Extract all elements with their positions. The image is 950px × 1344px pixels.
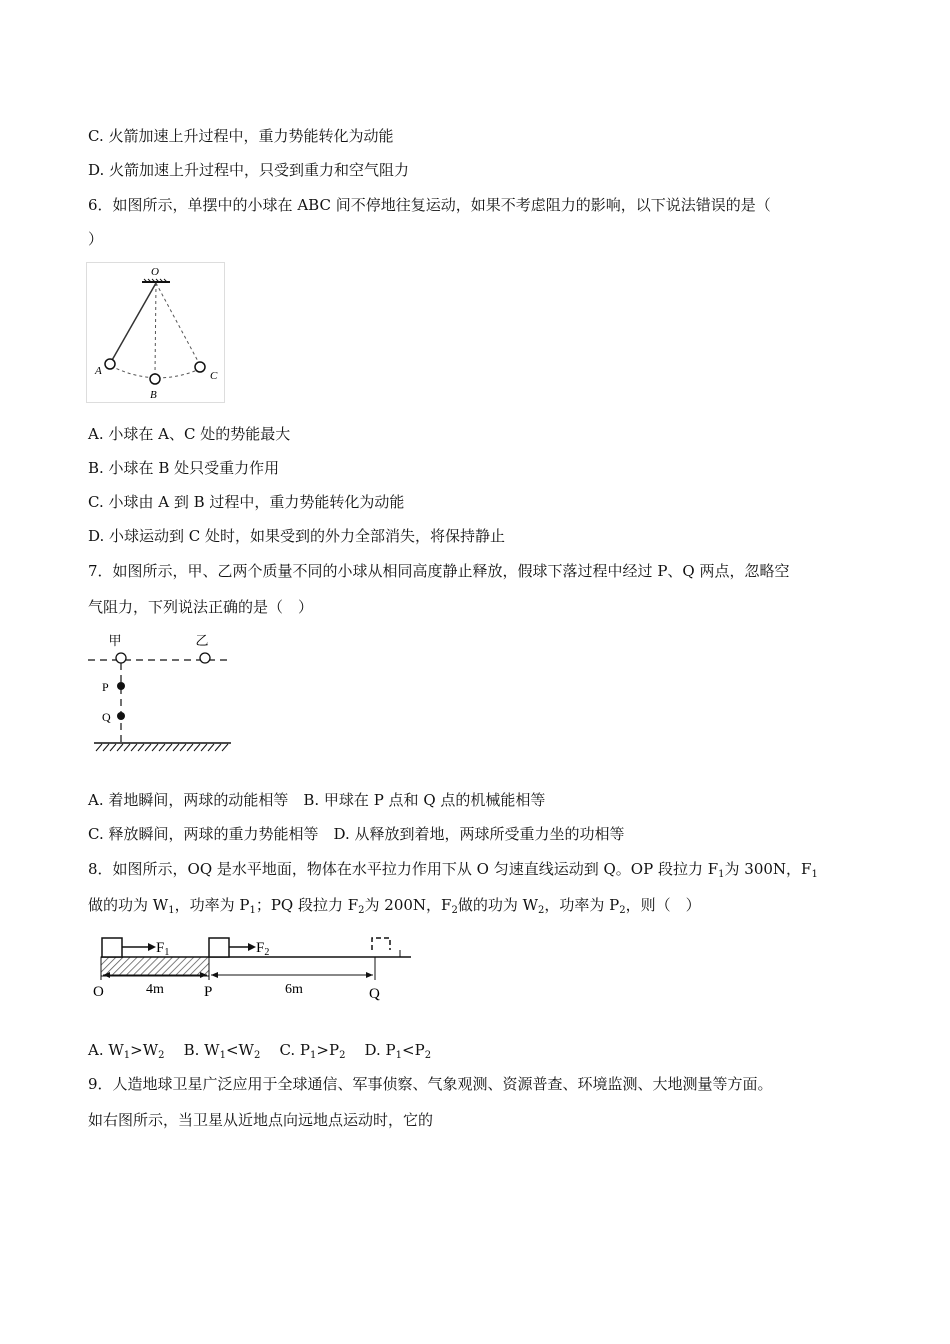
q8-option-a: A. $W_1>W_2$ [88,1041,165,1061]
ball-b [150,374,160,384]
q5-option-d: D. 火箭加速上升过程中，只受到重力和空气阻力 [88,161,410,179]
q8-options [88,1040,431,1060]
pendulum-label-a: A [95,365,102,377]
block-at-q [372,938,390,950]
point-p [117,682,125,690]
point-q-label: Q [369,986,380,1002]
pendulum-label-b: B [150,389,157,401]
ball-yi [200,653,210,663]
force-f2-label: $F_2$ [256,940,270,958]
falling-balls-figure [86,630,236,760]
distance-pq: 6m [285,982,303,997]
q8-option-b: B. $W_1<W_2$ [183,1041,261,1061]
q6-option-c: C. 小球由 A 到 B 过程中，重力势能转化为动能 [88,493,405,511]
q5-option-c: C. 火箭加速上升过程中，重力势能转化为动能 [88,127,394,145]
q6-stem-end: ） [88,230,104,248]
label-p: P [102,680,109,694]
q8-stem-line2: 做的功为 $W_1$，功率为 $P_1$；PQ 段拉力 $F_2$为 200N，$F_2$做的功为 $W_2$，功率为 $P_2$，则（ ） [88,896,701,916]
q7-stem-line1: 7．如图所示，甲、乙两个质量不同的小球从相同高度静止释放，假球下落过程中经过 P、Q 两点，忽略空 [88,562,790,580]
ball-c [195,362,205,372]
q8-option-d: D. $P_1<P_2$ [364,1041,432,1061]
label-q: Q [102,710,111,724]
q6-option-a: A. 小球在 A、C 处的势能最大 [88,425,291,443]
q8-stem-line1: 8．如图所示，OQ 是水平地面，物体在水平拉力作用下从 O 匀速直线运动到 Q。OP 段拉力 $F_1$为 300N，$F_1$ [88,860,818,880]
q7-options-ab: A. 着地瞬间，两球的动能相等 B. 甲球在 P 点和 Q 点的机械能相等 [88,791,546,809]
q6-option-b: B. 小球在 B 处只受重力作用 [88,459,280,477]
q8-option-c: C. $P_1>P_2$ [279,1041,346,1061]
label-jia: 甲 [108,634,122,649]
point-p-label: P [204,984,213,1000]
q9-stem-line2: 如右图所示，当卫星从近地点向远地点运动时，它的 [88,1111,434,1129]
q7-stem-line2: 气阻力，下列说法正确的是（ ） [88,598,314,616]
q6-stem: 6．如图所示，单摆中的小球在 ABC 间不停地往复运动，如果不考虑阻力的影响，以下说法错误的是（ [88,196,771,214]
pulling-force-figure [86,930,416,1005]
ball-a [105,359,115,369]
point-q [117,712,125,720]
force-f1-label: $F_1$ [156,940,170,958]
distance-op: 4m [146,982,164,997]
q6-option-d: D. 小球运动到 C 处时，如果受到的外力全部消失，将保持静止 [88,527,506,545]
ball-jia [116,653,126,663]
block-at-o [102,938,122,957]
point-o-label: O [93,984,104,1000]
q7-options-cd: C. 释放瞬间，两球的重力势能相等 D. 从释放到着地，两球所受重力坐的功相等 [88,825,625,843]
label-yi: 乙 [195,634,209,649]
pendulum-string [111,283,156,362]
pendulum-figure [86,262,226,404]
pendulum-label-c: C [210,370,218,382]
pendulum-label-o: O [151,266,159,278]
q9-stem-line1: 9．人造地球卫星广泛应用于全球通信、军事侦察、气象观测、资源普查、环境监测、大地测量等方面。 [88,1075,773,1093]
block-at-p [209,938,229,957]
